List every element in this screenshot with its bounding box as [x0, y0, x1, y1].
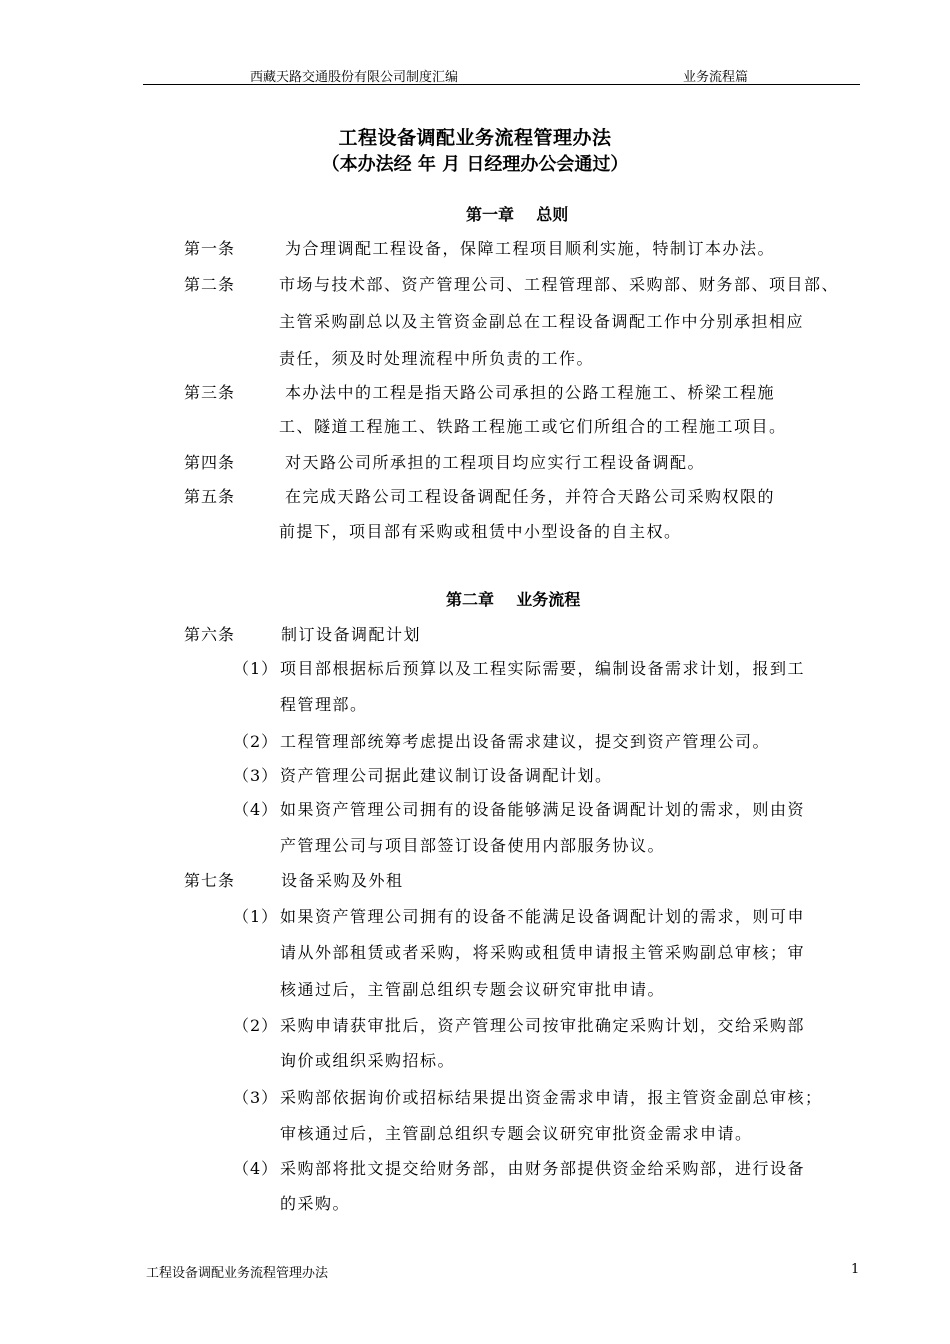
item-mark: （4） [233, 800, 279, 819]
article-title: 制订设备调配计划 [281, 625, 422, 644]
item-text: 的采购。 [280, 1194, 351, 1213]
item-mark: （1） [233, 659, 279, 678]
item-mark: （2） [233, 1016, 279, 1035]
item-mark: （1） [233, 907, 279, 926]
document-subtitle: （本办法经 年 月 日经理办公会通过） [321, 154, 629, 175]
item-text: 如果资产管理公司拥有的设备不能满足设备调配计划的需求，则可申 [280, 907, 806, 926]
item-mark: （3） [233, 766, 279, 785]
item-text: 如果资产管理公司拥有的设备能够满足设备调配计划的需求，则由资 [280, 800, 806, 819]
article-text: 为合理调配工程设备，保障工程项目顺利实施，特制订本办法。 [285, 239, 776, 258]
article-number: 第三条 [184, 383, 236, 402]
article-text: 前提下，项目部有采购或租赁中小型设备的自主权。 [279, 522, 682, 541]
article-text: 责任，须及时处理流程中所负责的工作。 [279, 349, 595, 368]
article-text: 对天路公司所承担的工程项目均应实行工程设备调配。 [285, 453, 706, 472]
item-text: 审核通过后，主管副总组织专题会议研究审批资金需求申请。 [280, 1124, 753, 1143]
item-text: 采购部将批文提交给财务部，由财务部提供资金给采购部，进行设备 [280, 1159, 806, 1178]
header-company: 西藏天路交通股份有限公司制度汇编 [250, 70, 459, 85]
item-text: 项目部根据标后预算以及工程实际需要，编制设备需求计划，报到工 [280, 659, 806, 678]
header-section: 业务流程篇 [683, 70, 749, 85]
item-text: 询价或组织采购招标。 [280, 1051, 456, 1070]
article-text: 在完成天路公司工程设备调配任务，并符合天路公司采购权限的 [285, 487, 776, 506]
article-text: 本办法中的工程是指天路公司承担的公路工程施工、桥梁工程施 [285, 383, 776, 402]
item-text: 采购部依据询价或招标结果提出资金需求申请，报主管资金副总审核； [280, 1088, 823, 1107]
item-text: 产管理公司与项目部签订设备使用内部服务协议。 [280, 836, 666, 855]
item-text: 请从外部租赁或者采购，将采购或租赁申请报主管采购副总审核；审 [280, 943, 806, 962]
item-text: 程管理部。 [280, 695, 368, 714]
footer-doc-title: 工程设备调配业务流程管理办法 [146, 1266, 329, 1281]
article-text: 主管采购副总以及主管资金副总在工程设备调配工作中分别承担相应 [279, 312, 805, 331]
article-text: 市场与技术部、资产管理公司、工程管理部、采购部、财务部、项目部、 [279, 275, 840, 294]
item-mark: （3） [233, 1088, 279, 1107]
item-mark: （2） [233, 732, 279, 751]
header-rule [143, 84, 860, 85]
item-text: 核通过后，主管副总组织专题会议研究审批申请。 [280, 980, 666, 999]
chapter-2-heading: 第二章 业务流程 [446, 590, 581, 609]
document-title: 工程设备调配业务流程管理办法 [338, 127, 612, 149]
page-number: 1 [851, 1262, 860, 1277]
article-title: 设备采购及外租 [281, 871, 404, 890]
article-number: 第五条 [184, 487, 236, 506]
item-text: 工程管理部统筹考虑提出设备需求建议，提交到资产管理公司。 [280, 732, 771, 751]
article-number: 第七条 [184, 871, 236, 890]
article-number: 第六条 [184, 625, 236, 644]
article-text: 工、隧道工程施工、铁路工程施工或它们所组合的工程施工项目。 [279, 417, 787, 436]
article-number: 第四条 [184, 453, 236, 472]
article-number: 第二条 [184, 275, 236, 294]
item-text: 采购申请获审批后，资产管理公司按审批确定采购计划，交给采购部 [280, 1016, 806, 1035]
item-mark: （4） [233, 1159, 279, 1178]
item-text: 资产管理公司据此建议制订设备调配计划。 [280, 766, 613, 785]
chapter-1-heading: 第一章 总则 [466, 205, 569, 224]
article-number: 第一条 [184, 239, 236, 258]
